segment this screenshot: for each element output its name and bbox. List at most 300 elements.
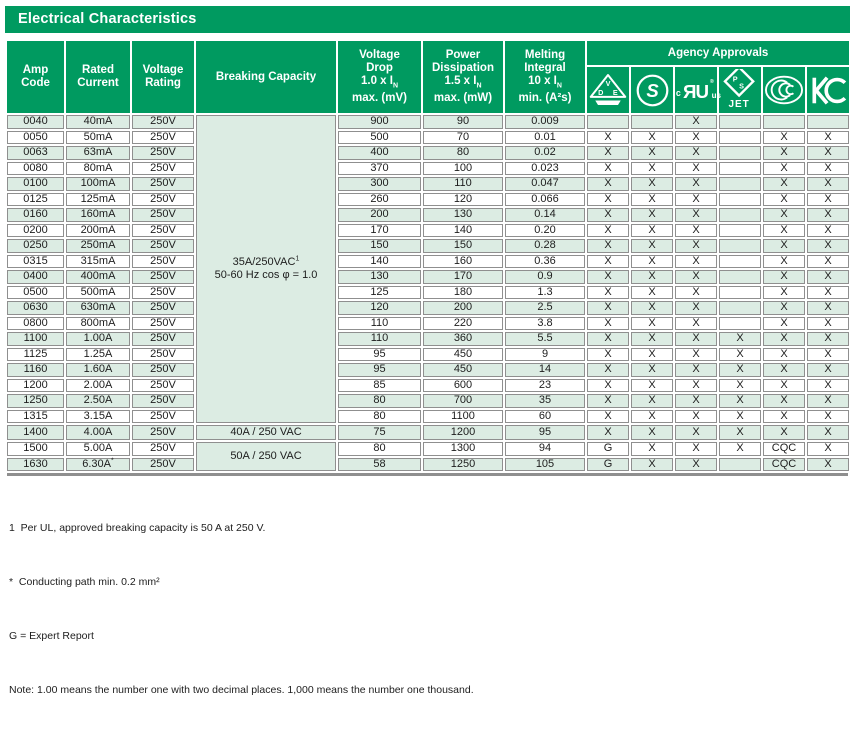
voltage-rating-cell: 250V [132, 115, 194, 129]
voltage-drop-cell: 260 [338, 193, 421, 207]
voltage-rating-cell: 250V [132, 270, 194, 284]
amp-code-cell: 0080 [7, 162, 64, 176]
approval-vde-cell: X [587, 146, 629, 160]
col-header-breaking-capacity: Breaking Capacity [196, 41, 336, 113]
approval-s-mark-cell: X [631, 286, 673, 300]
power-dissipation-cell: 100 [423, 162, 503, 176]
approval-ccc-cell: X [763, 146, 805, 160]
approval-pse-jet-cell: X [719, 332, 761, 346]
power-dissipation-cell: 150 [423, 239, 503, 253]
approval-s-mark-cell: X [631, 442, 673, 456]
col-header-voltage-drop: Voltage Drop 1.0 x $I_N$ max. (mV) [338, 41, 421, 113]
breaking-capacity-cell: 40A / 250 VAC [196, 425, 336, 440]
approval-s-mark-cell: X [631, 332, 673, 346]
rated-current-cell: 40mA [66, 115, 130, 129]
table-row [7, 131, 849, 145]
rated-current-cell: 63mA [66, 146, 130, 160]
approval-ccc-cell: X [763, 379, 805, 393]
approval-kc-cell: X [807, 410, 849, 424]
rated-current-cell: 2.00A [66, 379, 130, 393]
table-row [7, 224, 849, 238]
amp-code-cell: 1125 [7, 348, 64, 362]
approval-s-mark-cell: X [631, 270, 673, 284]
svg-text:Я: Я [683, 81, 697, 103]
approval-kc-cell: X [807, 224, 849, 238]
approval-vde-cell: X [587, 224, 629, 238]
amp-code-cell: 1500 [7, 442, 64, 456]
approval-s-mark-cell: X [631, 410, 673, 424]
amp-code-cell: 0050 [7, 131, 64, 145]
melting-integral-cell: 0.023 [505, 162, 585, 176]
approval-cul-us-cell: X [675, 239, 717, 253]
approval-s-mark-cell: X [631, 363, 673, 377]
approval-vde-cell: X [587, 255, 629, 269]
approval-s-mark-cell: X [631, 146, 673, 160]
approval-cul-us-cell: X [675, 363, 717, 377]
agency-approvals-header: Agency Approvals [587, 41, 849, 65]
approval-vde-cell: X [587, 332, 629, 346]
approval-kc-cell: X [807, 363, 849, 377]
voltage-drop-cell: 170 [338, 224, 421, 238]
table-row [7, 379, 849, 393]
approval-ccc-cell: X [763, 270, 805, 284]
voltage-drop-cell: 80 [338, 410, 421, 424]
table-row [7, 177, 849, 191]
approval-cul-us-cell: X [675, 286, 717, 300]
col-header-amp-code: Amp Code [7, 41, 64, 113]
voltage-rating-cell: 250V [132, 410, 194, 424]
approval-vde-cell: X [587, 379, 629, 393]
approval-pse-jet-cell: X [719, 394, 761, 408]
table-row [7, 348, 849, 362]
table-row [7, 146, 849, 160]
approval-ccc-cell: X [763, 301, 805, 315]
power-dissipation-cell: 170 [423, 270, 503, 284]
svg-text:c: c [675, 88, 681, 99]
melting-integral-cell: 3.8 [505, 317, 585, 331]
approval-ccc-cell: X [763, 332, 805, 346]
rated-current-cell: 800mA [66, 317, 130, 331]
approval-pse-jet-cell: X [719, 425, 761, 440]
approval-pse-jet-cell [719, 208, 761, 222]
approval-s-mark-cell: X [631, 239, 673, 253]
approval-pse-jet-cell: X [719, 442, 761, 456]
approval-kc-cell: X [807, 131, 849, 145]
voltage-drop-cell: 110 [338, 332, 421, 346]
rated-current-cell: 6.30A* [66, 458, 130, 472]
table-row [7, 317, 849, 331]
approval-ccc-cell [763, 115, 805, 129]
power-dissipation-cell: 450 [423, 363, 503, 377]
voltage-rating-cell: 250V [132, 363, 194, 377]
approval-cul-us-cell: X [675, 115, 717, 129]
amp-code-cell: 1630 [7, 458, 64, 472]
power-dissipation-cell: 130 [423, 208, 503, 222]
table-row [7, 239, 849, 253]
power-dissipation-cell: 450 [423, 348, 503, 362]
voltage-rating-cell: 250V [132, 193, 194, 207]
approval-s-mark-cell: X [631, 301, 673, 315]
voltage-drop-cell: 58 [338, 458, 421, 472]
amp-code-cell: 0315 [7, 255, 64, 269]
approval-pse-jet-cell [719, 239, 761, 253]
svg-text:®: ® [709, 78, 714, 85]
approval-pse-jet-cell: X [719, 379, 761, 393]
approval-cul-us-cell: X [675, 301, 717, 315]
table-row [7, 162, 849, 176]
approval-ccc-cell: X [763, 286, 805, 300]
approval-kc-cell: X [807, 177, 849, 191]
amp-code-cell: 0040 [7, 115, 64, 129]
approval-ccc-cell: X [763, 162, 805, 176]
approval-s-mark-cell: X [631, 348, 673, 362]
rated-current-cell: 500mA [66, 286, 130, 300]
approval-cul-us-cell: X [675, 255, 717, 269]
approval-pse-jet-cell [719, 301, 761, 315]
voltage-drop-cell: 400 [338, 146, 421, 160]
approval-cul-us-cell: X [675, 425, 717, 440]
approval-ccc-cell: X [763, 425, 805, 440]
approval-s-mark-cell: X [631, 224, 673, 238]
voltage-drop-cell: 200 [338, 208, 421, 222]
approval-kc-cell: X [807, 442, 849, 456]
amp-code-cell: 0125 [7, 193, 64, 207]
melting-integral-cell: 35 [505, 394, 585, 408]
voltage-drop-cell: 95 [338, 363, 421, 377]
voltage-rating-cell: 250V [132, 379, 194, 393]
svg-text:U: U [695, 81, 710, 103]
breaking-capacity-cell: 50A / 250 VAC [196, 442, 336, 471]
svg-text:S: S [739, 81, 744, 91]
approval-s-mark-cell: X [631, 193, 673, 207]
voltage-rating-cell: 250V [132, 442, 194, 456]
table-row [7, 193, 849, 207]
amp-code-cell: 0250 [7, 239, 64, 253]
svg-text:P: P [732, 73, 738, 83]
approval-pse-jet-cell [719, 224, 761, 238]
approval-s-mark-cell [631, 115, 673, 129]
table-bottom-border [7, 473, 848, 476]
approval-kc-cell: X [807, 458, 849, 472]
voltage-rating-cell: 250V [132, 224, 194, 238]
table-row [7, 286, 849, 300]
power-dissipation-cell: 1300 [423, 442, 503, 456]
voltage-rating-cell: 250V [132, 317, 194, 331]
table-row [7, 410, 849, 424]
approval-s-mark-cell: X [631, 317, 673, 331]
pse-jet-icon [719, 67, 761, 113]
approval-cul-us-cell: X [675, 442, 717, 456]
melting-integral-cell: 5.5 [505, 332, 585, 346]
svg-text:D: D [598, 87, 604, 97]
approval-vde-cell [587, 115, 629, 129]
svg-text:S: S [645, 79, 659, 101]
approval-vde-cell: X [587, 239, 629, 253]
voltage-drop-cell: 80 [338, 394, 421, 408]
amp-code-cell: 1200 [7, 379, 64, 393]
approval-vde-cell: X [587, 425, 629, 440]
approval-kc-cell: X [807, 286, 849, 300]
approval-pse-jet-cell [719, 162, 761, 176]
amp-code-cell: 0500 [7, 286, 64, 300]
rated-current-cell: 2.50A [66, 394, 130, 408]
vde-icon [587, 67, 629, 113]
approval-pse-jet-cell [719, 177, 761, 191]
voltage-drop-cell: 75 [338, 425, 421, 440]
approval-ccc-cell: X [763, 239, 805, 253]
col-header-rated-current: Rated Current [66, 41, 130, 113]
footnote-g: G = Expert Report [9, 630, 94, 642]
rated-current-cell: 250mA [66, 239, 130, 253]
melting-integral-cell: 0.20 [505, 224, 585, 238]
approval-pse-jet-cell [719, 458, 761, 472]
approval-cul-us-cell: X [675, 208, 717, 222]
approval-vde-cell: X [587, 177, 629, 191]
approval-vde-cell: X [587, 193, 629, 207]
approval-cul-us-cell: X [675, 458, 717, 472]
footnotes [9, 483, 850, 735]
approval-vde-cell: X [587, 131, 629, 145]
power-dissipation-cell: 1250 [423, 458, 503, 472]
amp-code-cell: 0400 [7, 270, 64, 284]
footnote-note: Note: 1.00 means the number one with two decimal places. 1,000 means the number one thousand. [9, 684, 474, 696]
voltage-rating-cell: 250V [132, 131, 194, 145]
table-row [7, 425, 849, 440]
kc-icon [807, 67, 849, 113]
voltage-rating-cell: 250V [132, 425, 194, 440]
table-row [7, 458, 849, 472]
approval-ccc-cell: X [763, 410, 805, 424]
rated-current-cell: 4.00A [66, 425, 130, 440]
approval-ccc-cell: X [763, 224, 805, 238]
melting-integral-cell: 0.02 [505, 146, 585, 160]
rated-current-cell: 5.00A [66, 442, 130, 456]
power-dissipation-cell: 80 [423, 146, 503, 160]
voltage-rating-cell: 250V [132, 239, 194, 253]
approval-s-mark-cell: X [631, 208, 673, 222]
approval-cul-us-cell: X [675, 394, 717, 408]
col-header-voltage-rating: Voltage Rating [132, 41, 194, 113]
voltage-drop-cell: 370 [338, 162, 421, 176]
approval-vde-cell: X [587, 208, 629, 222]
voltage-rating-cell: 250V [132, 286, 194, 300]
col-header-power-dissipation: Power Dissipation 1.5 x $I_N$ max. (mW) [423, 41, 503, 113]
approval-kc-cell [807, 115, 849, 129]
approval-kc-cell: X [807, 317, 849, 331]
approval-cul-us-cell: X [675, 131, 717, 145]
amp-code-cell: 1400 [7, 425, 64, 440]
approval-vde-cell: X [587, 348, 629, 362]
approval-kc-cell: X [807, 394, 849, 408]
melting-integral-cell: 95 [505, 425, 585, 440]
section-title: Electrical Characteristics [5, 6, 850, 33]
amp-code-cell: 0200 [7, 224, 64, 238]
approval-pse-jet-cell [719, 193, 761, 207]
melting-integral-cell: 0.047 [505, 177, 585, 191]
table-row [7, 270, 849, 284]
approval-ccc-cell: X [763, 193, 805, 207]
voltage-rating-cell: 250V [132, 332, 194, 346]
approval-pse-jet-cell [719, 286, 761, 300]
footnote-1: 1 Per UL, approved breaking capacity is 50 A at 250 V. [9, 522, 266, 534]
rated-current-cell: 50mA [66, 131, 130, 145]
table-row [7, 301, 849, 315]
voltage-rating-cell: 250V [132, 458, 194, 472]
approval-vde-cell: X [587, 317, 629, 331]
table-row [7, 442, 849, 456]
voltage-rating-cell: 250V [132, 177, 194, 191]
s-mark-icon [631, 67, 673, 113]
melting-integral-cell: 0.28 [505, 239, 585, 253]
amp-code-cell: 1160 [7, 363, 64, 377]
approval-ccc-cell: X [763, 348, 805, 362]
approval-cul-us-cell: X [675, 162, 717, 176]
melting-integral-cell: 0.9 [505, 270, 585, 284]
voltage-drop-cell: 900 [338, 115, 421, 129]
rated-current-cell: 1.60A [66, 363, 130, 377]
approval-kc-cell: X [807, 162, 849, 176]
power-dissipation-cell: 700 [423, 394, 503, 408]
voltage-rating-cell: 250V [132, 255, 194, 269]
approval-vde-cell: X [587, 286, 629, 300]
approval-kc-cell: X [807, 208, 849, 222]
approval-s-mark-cell: X [631, 379, 673, 393]
amp-code-cell: 0100 [7, 177, 64, 191]
voltage-rating-cell: 250V [132, 162, 194, 176]
table-row [7, 115, 849, 129]
voltage-drop-cell: 140 [338, 255, 421, 269]
table-row [7, 255, 849, 269]
approval-kc-cell: X [807, 270, 849, 284]
melting-integral-cell: 2.5 [505, 301, 585, 315]
approval-s-mark-cell: X [631, 394, 673, 408]
approval-cul-us-cell: X [675, 348, 717, 362]
voltage-drop-cell: 110 [338, 317, 421, 331]
voltage-rating-cell: 250V [132, 146, 194, 160]
approval-pse-jet-cell: X [719, 363, 761, 377]
approval-kc-cell: X [807, 301, 849, 315]
approval-kc-cell: X [807, 255, 849, 269]
approval-cul-us-cell: X [675, 270, 717, 284]
approval-kc-cell: X [807, 348, 849, 362]
approval-pse-jet-cell: X [719, 410, 761, 424]
melting-integral-cell: 0.01 [505, 131, 585, 145]
voltage-drop-cell: 120 [338, 301, 421, 315]
amp-code-cell: 0063 [7, 146, 64, 160]
approval-kc-cell: X [807, 193, 849, 207]
rated-current-cell: 200mA [66, 224, 130, 238]
melting-integral-cell: 0.14 [505, 208, 585, 222]
voltage-rating-cell: 250V [132, 208, 194, 222]
approval-cul-us-cell: X [675, 379, 717, 393]
svg-text:E: E [612, 87, 618, 97]
approval-ccc-cell: CQC [763, 442, 805, 456]
amp-code-cell: 0800 [7, 317, 64, 331]
approval-pse-jet-cell [719, 255, 761, 269]
approval-pse-jet-cell: X [719, 348, 761, 362]
table-body [7, 115, 849, 471]
approval-pse-jet-cell [719, 317, 761, 331]
rated-current-cell: 400mA [66, 270, 130, 284]
voltage-drop-cell: 125 [338, 286, 421, 300]
approval-s-mark-cell: X [631, 255, 673, 269]
rated-current-cell: 100mA [66, 177, 130, 191]
melting-integral-cell: 0.009 [505, 115, 585, 129]
table-row [7, 363, 849, 377]
voltage-drop-cell: 300 [338, 177, 421, 191]
voltage-rating-cell: 250V [132, 348, 194, 362]
approval-cul-us-cell: X [675, 224, 717, 238]
approval-cul-us-cell: X [675, 146, 717, 160]
approval-vde-cell: G [587, 442, 629, 456]
footnote-asterisk: * Conducting path min. 0.2 mm² [9, 576, 160, 588]
voltage-drop-cell: 95 [338, 348, 421, 362]
approval-kc-cell: X [807, 332, 849, 346]
approval-cul-us-cell: X [675, 410, 717, 424]
approval-ccc-cell: X [763, 131, 805, 145]
approval-vde-cell: X [587, 394, 629, 408]
approval-ccc-cell: X [763, 394, 805, 408]
approval-ccc-cell: X [763, 317, 805, 331]
approval-cul-us-cell: X [675, 332, 717, 346]
approval-kc-cell: X [807, 239, 849, 253]
rated-current-cell: 315mA [66, 255, 130, 269]
voltage-drop-cell: 500 [338, 131, 421, 145]
amp-code-cell: 1315 [7, 410, 64, 424]
approval-ccc-cell: CQC [763, 458, 805, 472]
approval-ccc-cell: X [763, 208, 805, 222]
rated-current-cell: 3.15A [66, 410, 130, 424]
power-dissipation-cell: 1100 [423, 410, 503, 424]
melting-integral-cell: 0.066 [505, 193, 585, 207]
power-dissipation-cell: 70 [423, 131, 503, 145]
approval-pse-jet-cell [719, 115, 761, 129]
rated-current-cell: 630mA [66, 301, 130, 315]
voltage-rating-cell: 250V [132, 394, 194, 408]
voltage-drop-cell: 150 [338, 239, 421, 253]
approval-kc-cell: X [807, 425, 849, 440]
approval-kc-cell: X [807, 146, 849, 160]
approval-cul-us-cell: X [675, 317, 717, 331]
cul-us-icon [675, 67, 721, 113]
table-row [7, 394, 849, 408]
approval-s-mark-cell: X [631, 177, 673, 191]
amp-code-cell: 0160 [7, 208, 64, 222]
approval-vde-cell: X [587, 270, 629, 284]
approval-ccc-cell: X [763, 177, 805, 191]
approval-vde-cell: G [587, 458, 629, 472]
melting-integral-cell: 23 [505, 379, 585, 393]
table-row [7, 332, 849, 346]
approval-s-mark-cell: X [631, 425, 673, 440]
ccc-icon [763, 67, 805, 113]
approval-vde-cell: X [587, 410, 629, 424]
amp-code-cell: 0630 [7, 301, 64, 315]
melting-integral-cell: 1.3 [505, 286, 585, 300]
power-dissipation-cell: 110 [423, 177, 503, 191]
approval-cul-us-cell: X [675, 177, 717, 191]
rated-current-cell: 125mA [66, 193, 130, 207]
power-dissipation-cell: 140 [423, 224, 503, 238]
power-dissipation-cell: 200 [423, 301, 503, 315]
approval-pse-jet-cell [719, 146, 761, 160]
electrical-characteristics-table [5, 39, 851, 473]
melting-integral-cell: 105 [505, 458, 585, 472]
power-dissipation-cell: 90 [423, 115, 503, 129]
voltage-drop-cell: 80 [338, 442, 421, 456]
approval-vde-cell: X [587, 363, 629, 377]
voltage-drop-cell: 130 [338, 270, 421, 284]
